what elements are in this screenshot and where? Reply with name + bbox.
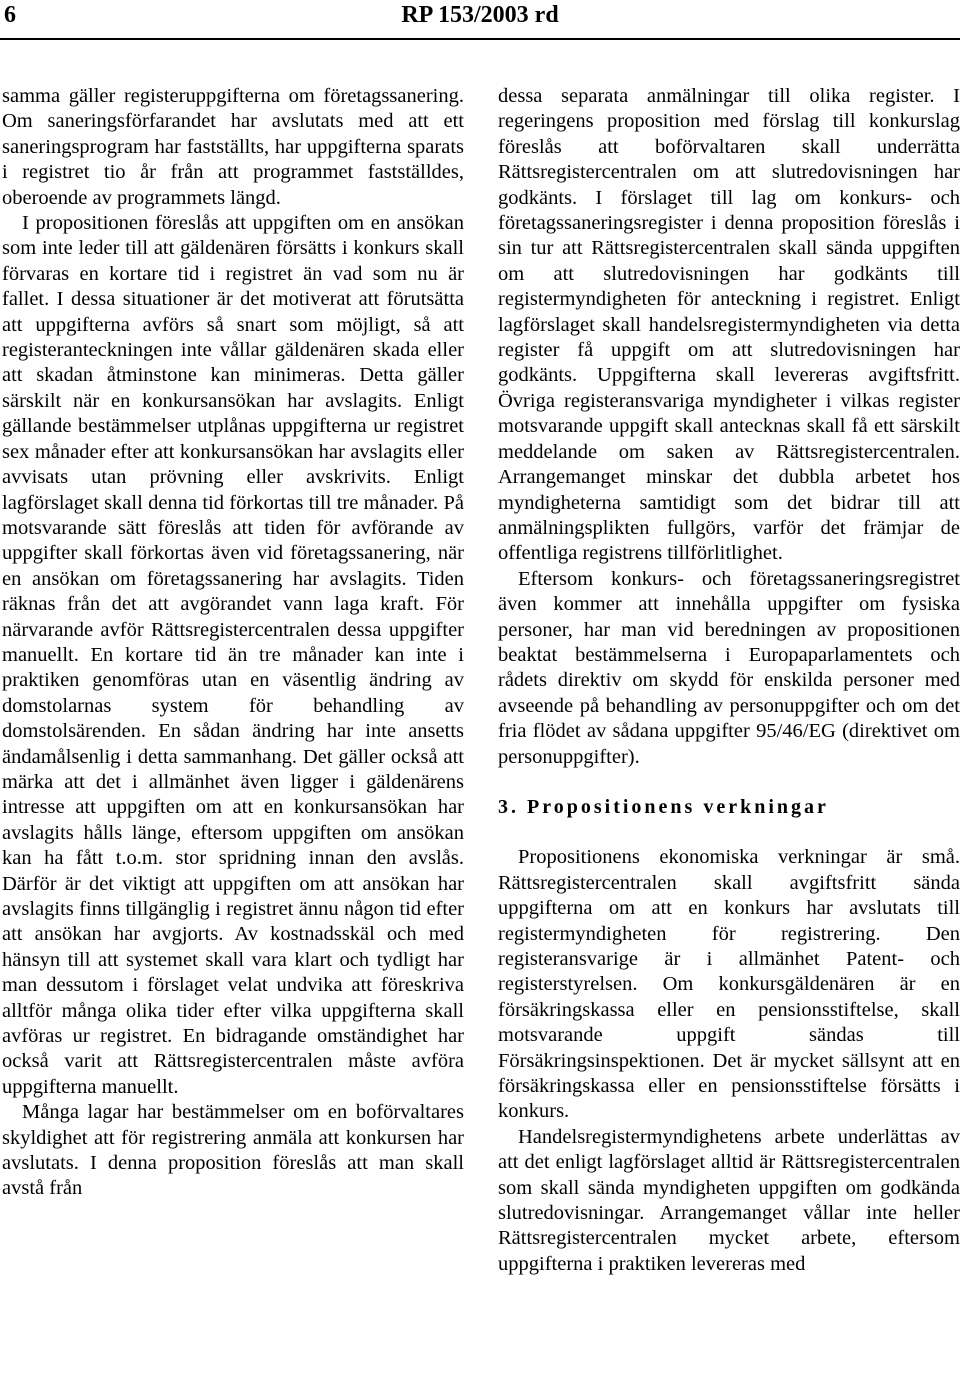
left-paragraph-3: Många lagar har bestämmelser om en boförvaltares skyldighet att för registrering anmäla att konkursen har avslutats. I denna proposition föreslås att man skall avstå från	[2, 1101, 464, 1200]
right-column	[498, 84, 960, 1277]
right-paragraph-2: Eftersom konkurs- och företagssaneringsregistret även kommer att innehålla uppgifter om fysiska personer, har man vid beredningen av propositionen beaktat bestämmelserna i Europaparlamentets och rådets direktiv om skydd för enskilda personer med avseende på behandling av personuppgifter och om det fria flödet av sådana uppgifter 95/46/EG (direktivet om personuppgifter).	[498, 567, 960, 768]
right-paragraph-3: Propositionens ekonomiska verkningar är små. Rättsregistercentralen skall avgiftsfritt sända uppgifterna om att en konkurs har avslutats till registermyndigheten för registrering. Den registeransvarige är i allmänhet Patent- och registerstyrelsen. Om konkursgäldenären är en försäkringskassa eller en pensionsstiftelse, skall motsvarande uppgift sändas till Försäkringsinspektionen. Det är mycket sällsynt att en försäkringskassa eller en pensionsstiftelse försätts i konkurs.	[498, 846, 960, 1123]
page-number: 6	[4, 2, 16, 28]
left-paragraph-1: samma gäller registeruppgifterna om företagssanering. Om saneringsförfarandet har avslutats med att ett saneringsprogram har fastställts, har uppgifterna sparats i registret tio år från att programmet fastställdes, oberoende av programmets längd.	[2, 85, 464, 209]
left-paragraph-2: I propositionen föreslås att uppgiften om en ansökan som inte leder till att gäldenären försätts i konkurs skall förvaras en kortare tid i registret än vad som nu är fallet. I dessa situationer är det motiverat att förutsätta att uppgifterna avförs så snart som möjligt, så att registeranteckningen inte vållar gäldenären skada eller att skadan åtminstone kan minimeras. Detta gäller särskilt när en konkursansökan har avslagits. Enligt gällande bestämmelser utplånas uppgifterna ur registret sex månader efter att konkursansökan har avslagits eller avvisats utan prövning eller avskrivits. Enligt lagförslaget skall denna tid förkortas till tre månader. På motsvarande sätt föreslås att tiden för avförande av uppgifter skall förkortas även vid företagssanering, när en ansökan om företagssanering har avslagits. Tiden räknas från det att avgörandet vann laga kraft. För närvarande avför Rättsregistercentralen dessa uppgifter manuellt. En kortare tid än tre månader kan inte i praktiken genomföras utan en väsentlig ändring av domstolarnas system för behandling av domstolsärenden. En sådan ändring har inte ansetts ändamålsenlig i detta sammanhang. Det gäller också att märka att det i allmänhet även ligger i gäldenärens intresse att uppgiften om att en konkursansökan har avslagits hålls länge, eftersom uppgiften om ansökan kan ha fått t.o.m. stor spridning innan den avslås. Därför är det viktigt att uppgiften om att ansökan har avslagits finns tillgänglig i registret ännu någon tid efter att ansökan har avgjorts. Av kostnadsskäl och med hänsyn till att systemet skall vara klart och tydligt har man dessutom i förslaget velat undvika att föreskriva alltför många olika tider efter vilka uppgifterna skall avföras ur registret. En bidragande omständighet har också varit att Rättsregistercentralen måste avföra uppgifterna manuellt.	[2, 212, 464, 1098]
right-paragraph-1: dessa separata anmälningar till olika register. I regeringens proposition med förslag till konkurslag föreslås att boförvaltaren skall underrätta Rättsregistercentralen om att slutredovisningen har godkänts. I förslaget till lag om konkurs- och företagssaneringsregister i denna proposition föreslås i sin tur att Rättsregistercentralen skall sända uppgiften om att slutredovisningen har godkänts till registermyndigheten för anteckning i registret. Enligt lagförslaget skall handelsregistermyndigheten via detta register få uppgift om att slutredovisningen har godkänts. Uppgifterna skall levereras avgiftsfritt. Övriga registeransvariga myndigheter i vilkas register motsvarande uppgift skall antecknas skall få ett särskilt meddelande om saken av Rättsregistercentralen. Arrangemanget minskar det dubbla arbetet hos myndigheterna samtidigt som det bidrar till att anmälningsplikten fullgörs, varför det främjar de offentliga registrens tillförlitlighet.	[498, 85, 960, 565]
left-column	[2, 84, 464, 1202]
right-paragraph-4: Handelsregistermyndighetens arbete underlättas av att det enligt lagförslaget alltid är Rättsregistercentralen som skall sända myndigheten uppgiften om godkända slutredovisningar. Arrangemanget vållar inte heller Rättsregistercentralen mycket arbete, eftersom uppgifterna i praktiken levereras med	[498, 1125, 960, 1275]
section-heading: 3. Propositionens verkningar	[498, 795, 829, 818]
header-divider	[0, 38, 960, 40]
document-reference: RP 153/2003 rd	[401, 2, 559, 28]
